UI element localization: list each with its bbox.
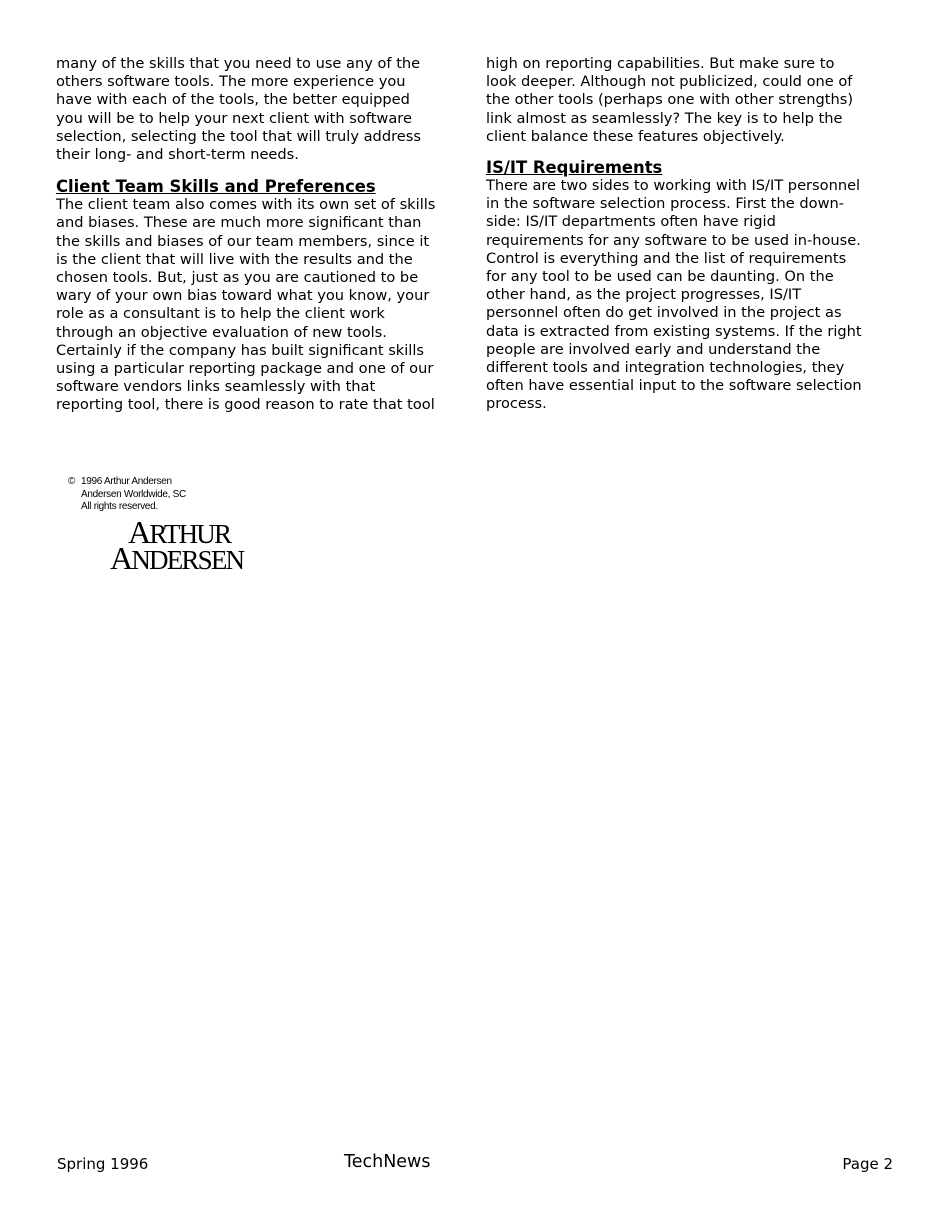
left-intro-paragraph: many of the skills that you need to use any of the others software tools. The more experience you have with each of the tools, the better equipped you will be to help your next client with software selection, selecting the tool that will truly address their long- and short-term needs. xyxy=(56,55,421,164)
copyright-line-1 xyxy=(68,476,186,489)
logo-line-arthur xyxy=(110,514,260,550)
copyright-line-1-text: 1996 Arthur Andersen xyxy=(81,476,172,487)
logo-andersen-initial: A xyxy=(110,540,132,576)
footer-page-number: Page 2 xyxy=(842,1155,893,1173)
copyright-line-2: Andersen Worldwide, SC xyxy=(81,488,186,500)
logo-arthur-initial: A xyxy=(128,514,150,550)
footer-publication: TechNews xyxy=(344,1152,431,1172)
copyright-line-3: All rights reserved. xyxy=(81,501,158,513)
is-it-requirements-paragraph: There are two sides to working with IS/IT personnel in the software selection process. First the down- side: IS/IT departments often have rigid requirements for any software to be used in-house. Control is everything and the list of requirements for any tool to be used can be daunting. On the other hand, as the project progresses, IS/IT personnel often do get involved in the project as data is extracted from existing systems. If the right people are involved early and understand the different tools and integration technologies, they often have essential input to the software selection process. xyxy=(486,177,862,413)
right-column xyxy=(486,55,898,414)
client-team-heading: Client Team Skills and Preferences xyxy=(56,177,376,197)
logo-line-andersen xyxy=(110,540,260,576)
copyright-symbol: © xyxy=(68,476,76,487)
arthur-andersen-logo xyxy=(110,514,260,576)
logo-andersen-rest: NDERSEN xyxy=(131,545,244,575)
footer-season: Spring 1996 xyxy=(57,1155,149,1173)
is-it-requirements-heading: IS/IT Requirements xyxy=(486,158,663,178)
right-intro-paragraph: high on reporting capabilities. But make sure to look deeper. Although not publicized, could one of the other tools (perhaps one with other strengths) link almost as seamlessly? The key is to help the client balance these features objectively. xyxy=(486,55,854,145)
left-column xyxy=(56,55,468,415)
client-team-paragraph: The client team also comes with its own set of skills and biases. These are much more significant than the skills and biases of our team members, since it is the client that will live with the results and the chosen tools. But, just as you are cautioned to be wary of your own bias toward what you know, your role as a consultant is to help the client work through an objective evaluation of new tools. Certainly if the company has built significant skills using a particular reporting package and one of our software vendors links seamlessly with that reporting tool, there is good reason to rate that tool xyxy=(56,196,436,414)
logo-arthur-rest: RTHUR xyxy=(149,519,231,549)
copyright-notice xyxy=(68,476,186,514)
